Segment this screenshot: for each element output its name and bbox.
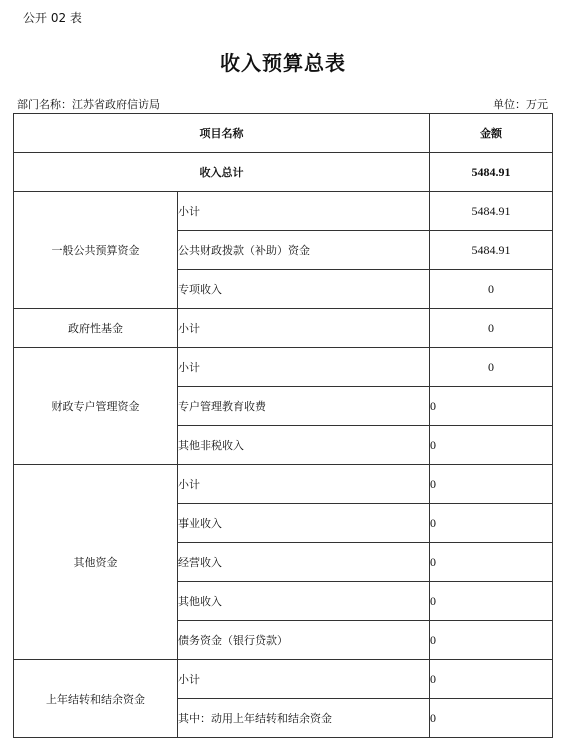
row-label: 小计: [178, 465, 430, 504]
row-label: 其他收入: [178, 582, 430, 621]
row-label: 经营收入: [178, 543, 430, 582]
row-value: 5484.91: [430, 231, 553, 270]
row-value: 5484.91: [430, 192, 553, 231]
row-value: 0: [430, 621, 553, 660]
row-label: 其中：动用上年结转和结余资金: [178, 699, 430, 738]
table-row: [14, 348, 553, 387]
group-name: 其他资金: [14, 465, 178, 660]
row-label: 小计: [178, 309, 430, 348]
row-value: 0: [430, 348, 553, 387]
row-value: 0: [430, 660, 553, 699]
row-value: 0: [430, 309, 553, 348]
group-name: 上年结转和结余资金: [14, 660, 178, 738]
row-value: 0: [430, 465, 553, 504]
row-value: 0: [430, 387, 553, 426]
row-value: 0: [430, 270, 553, 309]
row-value: 0: [430, 543, 553, 582]
group-name: 政府性基金: [14, 309, 178, 348]
table-row: [14, 465, 553, 504]
row-value: 0: [430, 426, 553, 465]
total-row: [14, 153, 553, 192]
header-item-name: 项目名称: [14, 114, 430, 153]
row-label: 其他非税收入: [178, 426, 430, 465]
row-value: 0: [430, 699, 553, 738]
table-row: [14, 660, 553, 699]
table-row: [14, 192, 553, 231]
group-name: 一般公共预算资金: [14, 192, 178, 309]
group-name: 财政专户管理资金: [14, 348, 178, 465]
department-name: 部门名称：江苏省政府信访局: [17, 98, 160, 111]
row-label: 公共财政拨款（补助）资金: [178, 231, 430, 270]
row-value: 0: [430, 504, 553, 543]
row-label: 小计: [178, 348, 430, 387]
document-code: 公开 02 表: [23, 11, 82, 25]
unit-label: 单位：万元: [493, 98, 548, 111]
table-row: [14, 309, 553, 348]
table-header-row: [14, 114, 553, 153]
row-label: 事业收入: [178, 504, 430, 543]
row-label: 小计: [178, 660, 430, 699]
total-value: 5484.91: [430, 153, 553, 192]
row-label: 专项收入: [178, 270, 430, 309]
header-amount: 金额: [430, 114, 553, 153]
total-label: 收入总计: [14, 153, 430, 192]
row-label: 债务资金（银行贷款）: [178, 621, 430, 660]
row-label: 专户管理教育收费: [178, 387, 430, 426]
row-value: 0: [430, 582, 553, 621]
row-label: 小计: [178, 192, 430, 231]
page-title: 收入预算总表: [220, 51, 346, 75]
budget-table: [13, 113, 553, 738]
